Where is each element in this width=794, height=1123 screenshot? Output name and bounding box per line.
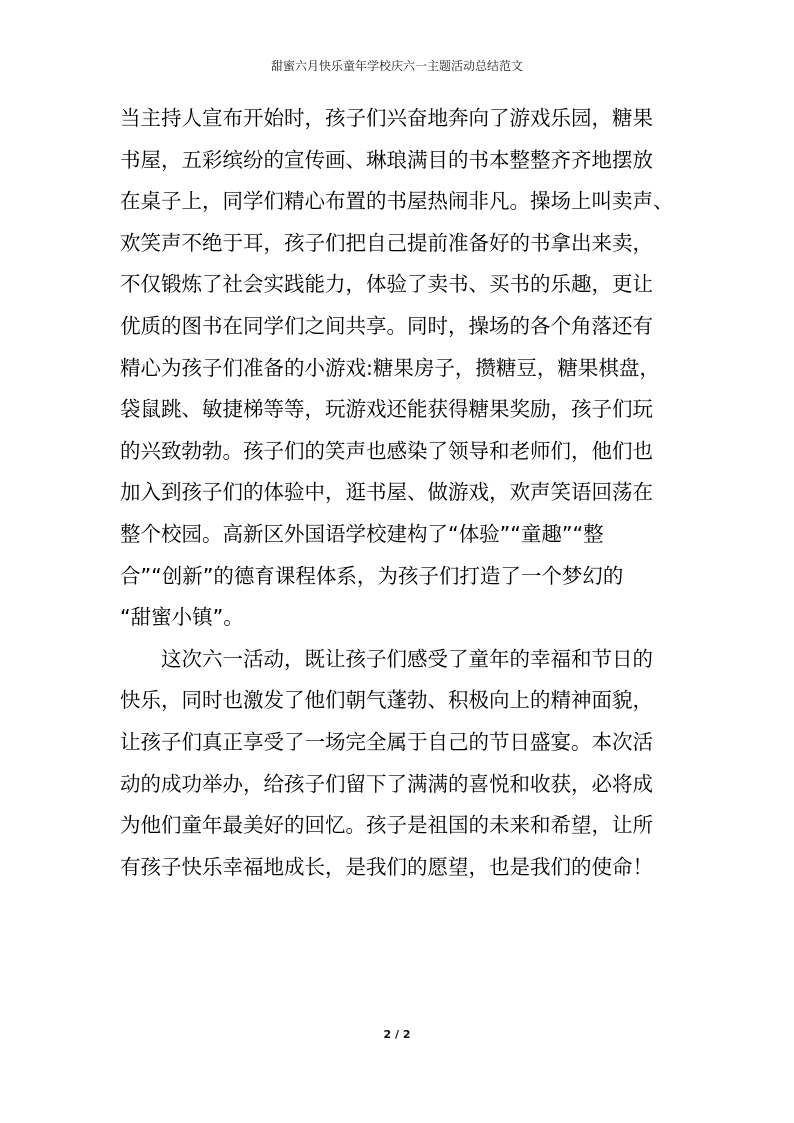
paragraph-1: [120, 98, 686, 639]
text-line: 书屋，五彩缤纷的宣传画、琳琅满目的书本整整齐齐地摆放: [120, 147, 653, 172]
text-line: 优质的图书在同学们之间共享。同时，操场的各个角落还有: [120, 313, 653, 338]
text-line: 的兴致勃勃。孩子们的笑声也感染了领导和老师们，他们也: [120, 438, 653, 463]
paragraph-2: [120, 639, 686, 889]
text-line: 动的成功举办，给孩子们留下了满满的喜悦和收获，必将成: [120, 771, 653, 796]
text-line: “甜蜜小镇”。: [120, 605, 244, 630]
text-line: 快乐，同时也激发了他们朝气蓬勃、积极向上的精神面貌，: [120, 688, 653, 713]
text-line: 合”“创新”的德育课程体系，为孩子们打造了一个梦幻的: [120, 563, 624, 588]
text-line: 加入到孩子们的体验中，逛书屋、做游戏，欢声笑语回荡在: [120, 480, 653, 505]
page-number: 2 / 2: [383, 1028, 411, 1041]
text-line: 精心为孩子们准备的小游戏:糖果房子，攒糖豆，糖果棋盘，: [120, 355, 660, 380]
text-line: 袋鼠跳、敏捷梯等等，玩游戏还能获得糖果奖励，孩子们玩: [120, 397, 653, 422]
text-line: 整个校园。高新区外国语学校建构了“体验”“童趣”“整: [120, 521, 604, 546]
text-line: 欢笑声不绝于耳，孩子们把自己提前准备好的书拿出来卖，: [120, 230, 653, 255]
text-line: 在桌子上，同学们精心布置的书屋热闹非凡。操场上叫卖声、: [120, 189, 674, 214]
text-line: 让孩子们真正享受了一场完全属于自己的节日盛宴。本次活: [120, 729, 653, 754]
text-line: 当主持人宣布开始时，孩子们兴奋地奔向了游戏乐园，糖果: [120, 106, 653, 130]
text-line: 这次六一活动，既让孩子们感受了童年的幸福和节日的: [161, 646, 653, 671]
document-body: [120, 98, 686, 888]
text-line: 有孩子快乐幸福地成长，是我们的愿望，也是我们的使命！: [120, 854, 653, 879]
text-line: 为他们童年最美好的回忆。孩子是祖国的未来和希望，让所: [120, 813, 653, 838]
page-header-title: 甜蜜六月快乐童年学校庆六一主题活动总结范文: [270, 59, 523, 73]
text-line: 不仅锻炼了社会实践能力，体验了卖书、买书的乐趣，更让: [120, 272, 653, 297]
